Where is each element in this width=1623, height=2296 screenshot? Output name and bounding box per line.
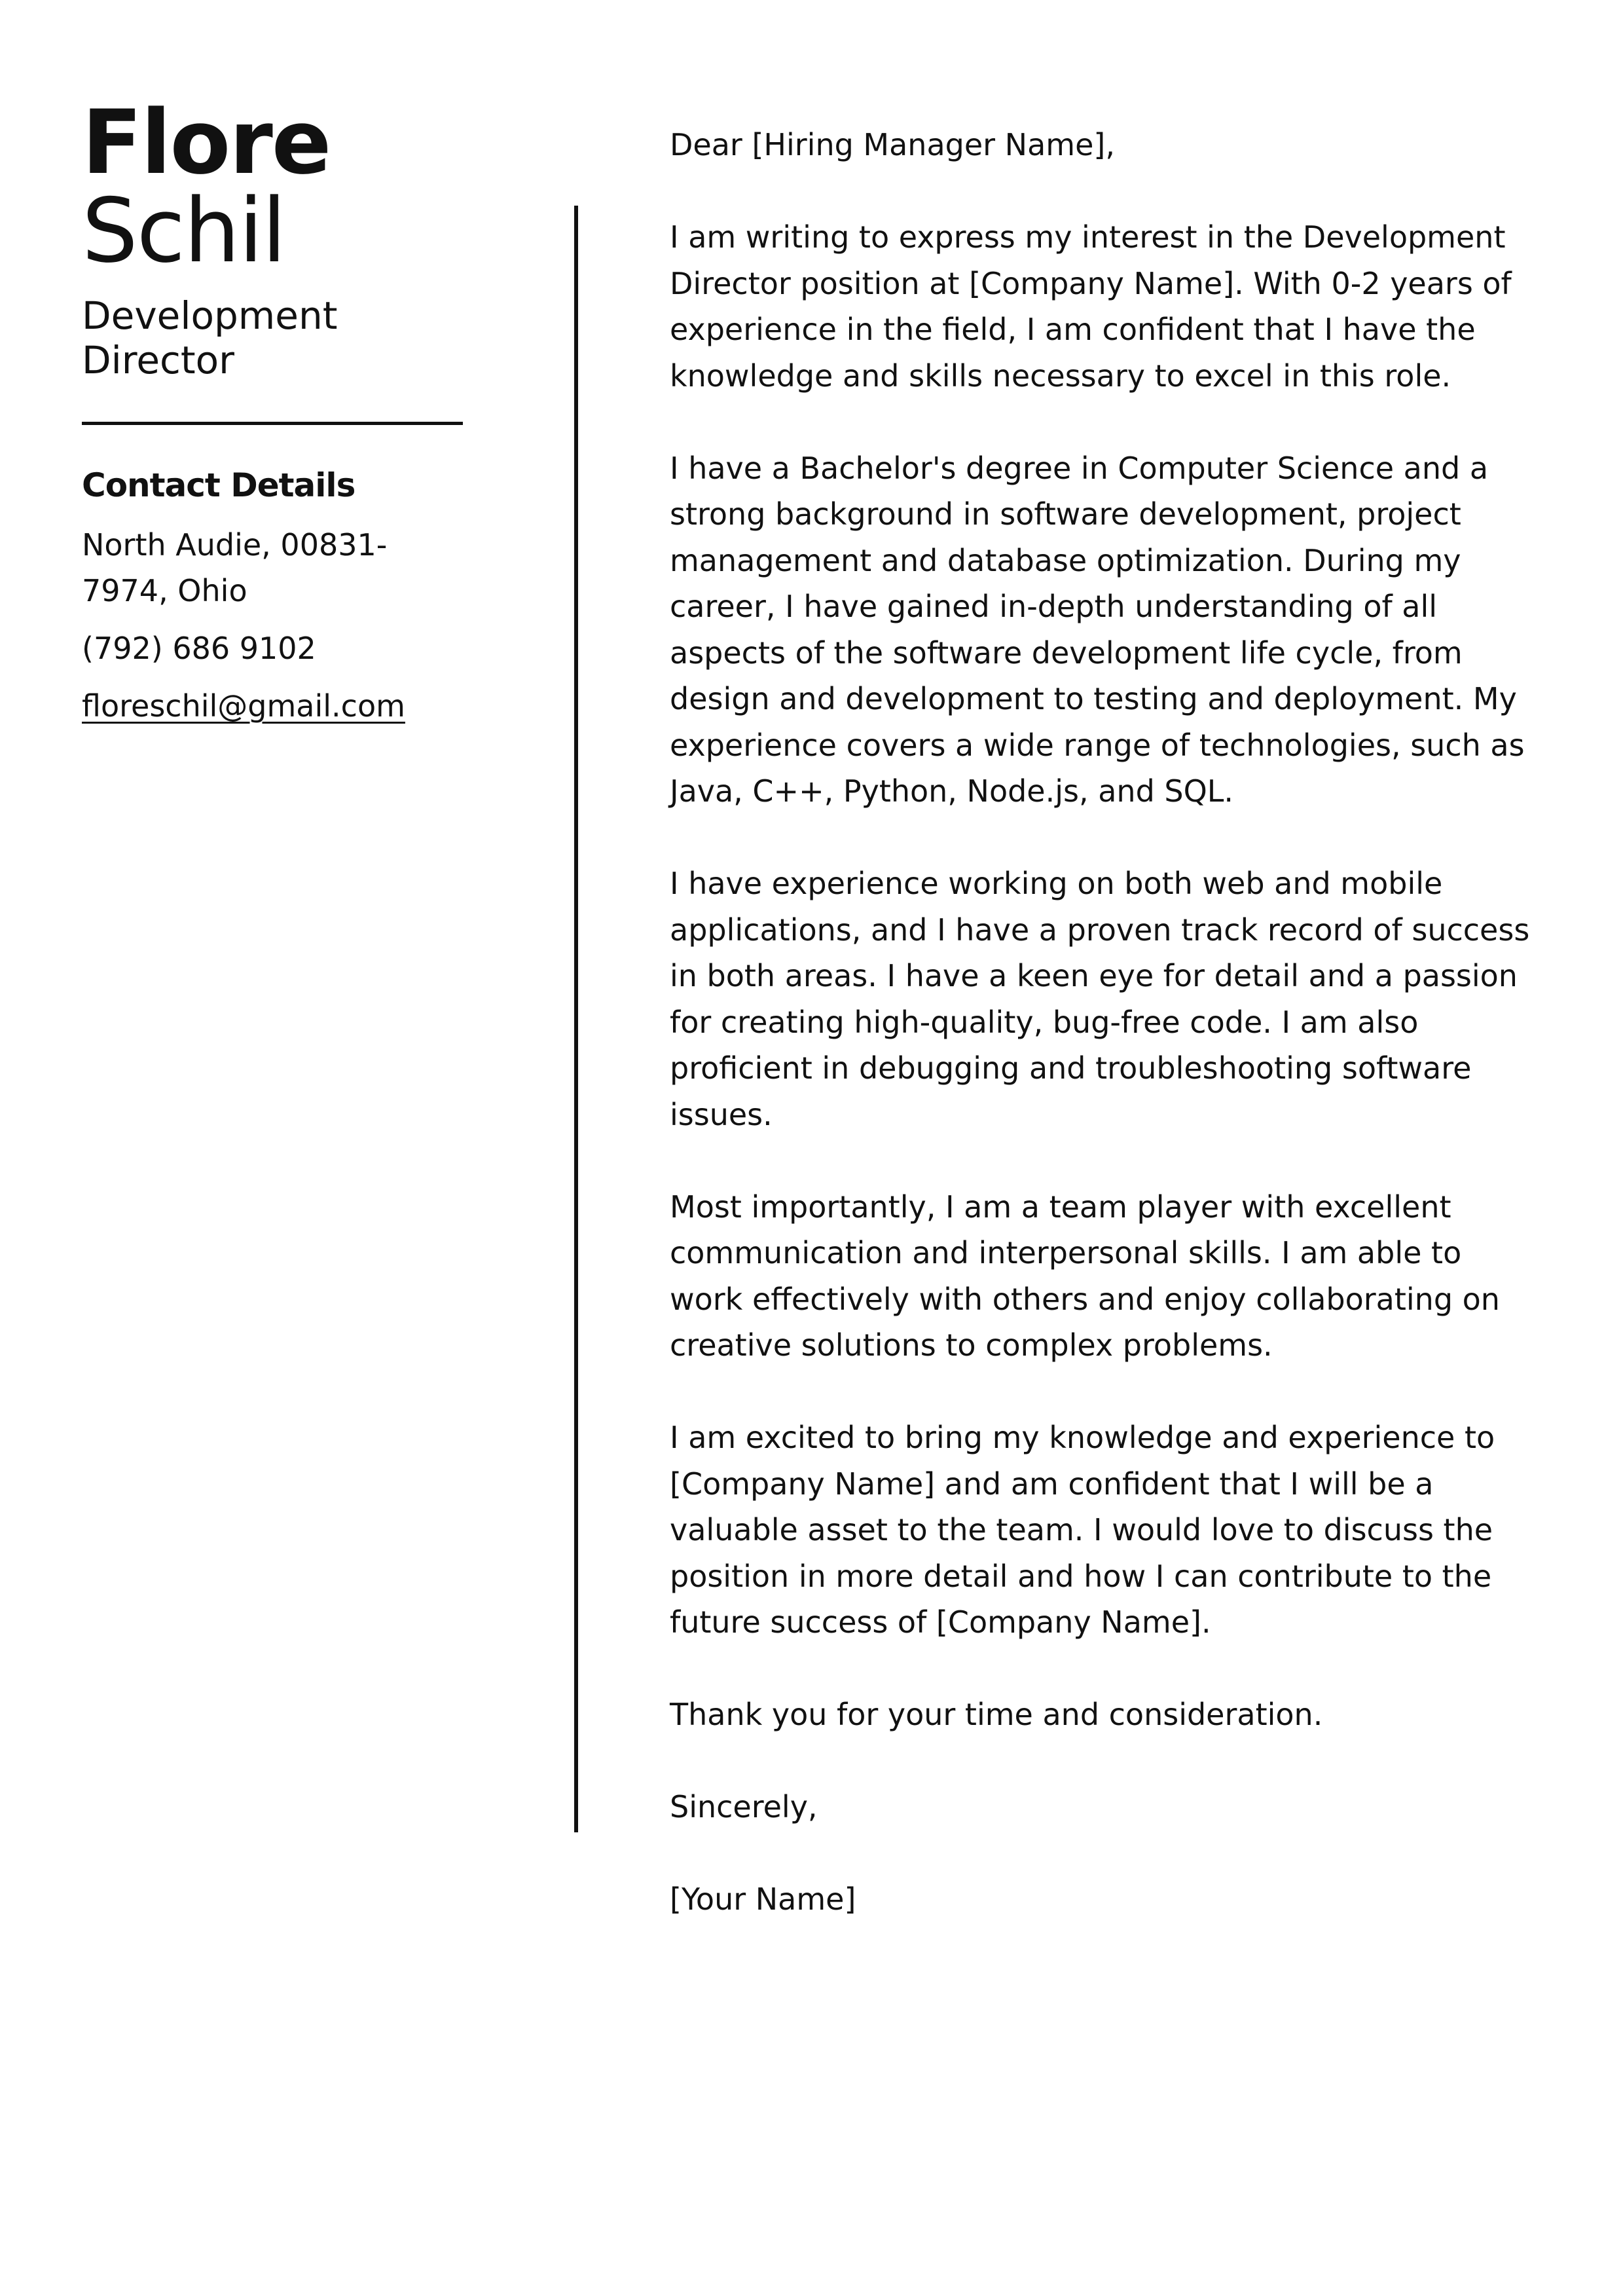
thanks-line: Thank you for your time and consideration. [670,1697,1323,1732]
first-name: Flore [82,91,331,194]
letter-paragraph: I am writing to express my interest in the Development Director position at [Company Name]. With 0-2 years of experience in the field, I am confident that I have the knowledge and skills necessary to excel in this role. [670,219,1512,394]
vertical-divider [574,206,578,1832]
letter-paragraph: Most importantly, I am a team player with excellent communication and interpersonal skills. I am able to work effectively with others and enjoy collaborating on creative solutions to complex problems. [670,1189,1500,1363]
contact-email-link[interactable]: floreschil@gmail.com [82,688,405,724]
closing: Sincerely, [670,1789,818,1824]
job-title: Development Director [82,293,338,382]
letter-paragraph: I have a Bachelor's degree in Computer Science and a strong background in software development, project management and database optimization. During my career, I have gained in-depth understanding of all aspects of the software development life cycle, from design and development to testing and deployment. My experience covers a wide range of technologies, such as Java, C++, Python, Node.js, and SQL. [670,450,1525,809]
sidebar-divider [82,422,463,425]
contact-address: North Audie, 00831-7974, Ohio [82,527,388,608]
contact-heading: Contact Details [82,466,356,504]
sidebar [82,91,468,729]
salutation: Dear [Hiring Manager Name], [670,127,1115,162]
letter-body [670,122,1534,1923]
letter-paragraph: I have experience working on both web and mobile applications, and I have a proven track record of success in both areas. I have a keen eye for detail and a passion for creating high-quality, bug-free code. I am also proficient in debugging and troubleshooting software issues. [670,866,1530,1132]
letter-paragraph: I am excited to bring my knowledge and experience to [Company Name] and am confident that I will be a valuable asset to the team. I would love to discuss the position in more detail and how I can contribute to the future success of [Company Name]. [670,1420,1495,1640]
signature: [Your Name] [670,1881,856,1917]
contact-phone: (792) 686 9102 [82,631,316,666]
last-name: Schil [82,179,285,282]
